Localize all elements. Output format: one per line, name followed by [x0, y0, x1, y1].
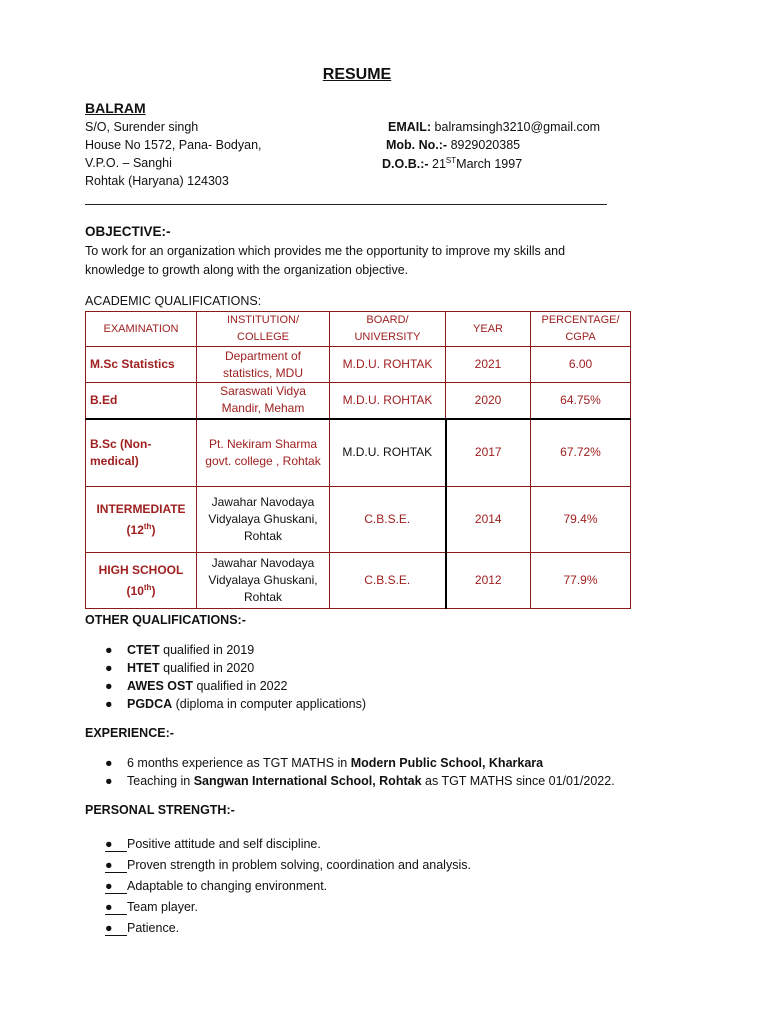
exam-cell: B.Ed [86, 383, 197, 419]
resume-title: RESUME [322, 66, 392, 83]
academic-table [85, 311, 631, 609]
table-row [86, 487, 631, 553]
bullet-icon: ● [105, 921, 113, 935]
year-cell: 2020 [446, 383, 531, 419]
personal-strength-list [85, 834, 471, 939]
exam-cell [86, 487, 197, 553]
board-cell: M.D.U. ROHTAK [330, 347, 446, 383]
bullet-icon: ● [105, 858, 113, 872]
institution-cell: Saraswati Vidya Mandir, Meham [197, 383, 330, 419]
table-row [86, 553, 631, 609]
list-item [85, 834, 471, 855]
address-line-3: V.P.O. – Sanghi [85, 156, 172, 170]
col-percentage: PERCENTAGE/ CGPA [531, 312, 631, 347]
board-cell: C.B.S.E. [330, 553, 446, 609]
bullet-icon: ● [105, 837, 113, 851]
dob-rest: March 1997 [456, 157, 523, 172]
qualification-detail: qualified in 2020 [159, 661, 255, 675]
email-value: balramsingh3210@gmail.com [434, 120, 601, 134]
strength-text: Patience. [127, 921, 180, 935]
year-cell: 2017 [446, 419, 531, 487]
underline-decoration [105, 935, 127, 936]
other-qualifications-heading: OTHER QUALIFICATIONS:- [85, 613, 246, 627]
exam-text: INTERMEDIATE (12 [96, 501, 186, 537]
experience-heading: EXPERIENCE:- [85, 726, 174, 740]
col-board: BOARD/ UNIVERSITY [330, 312, 446, 347]
year-cell: 2021 [446, 347, 531, 383]
bullet-icon: ● [105, 679, 113, 693]
experience-post: as TGT MATHS since 01/01/2022. [421, 774, 615, 788]
exam-suffix: th [143, 521, 152, 531]
qualification-name: PGDCA [127, 697, 173, 711]
mobile-label: Mob. No.:- [386, 138, 448, 152]
bullet-icon: ● [105, 756, 113, 770]
dob-line [382, 156, 522, 171]
qualification-detail: (diploma in computer applications) [172, 697, 366, 711]
table-row [86, 347, 631, 383]
institution-cell: Pt. Nekiram Sharma govt. college , Rohtak [197, 419, 330, 487]
exam-cell [86, 553, 197, 609]
address-line-1: S/O, Surender singh [85, 120, 199, 134]
col-year: YEAR [446, 312, 531, 347]
experience-pre: 6 months experience as TGT MATHS in [127, 756, 351, 770]
personal-strength-heading: PERSONAL STRENGTH:- [85, 803, 235, 817]
exam-text: HIGH SCHOOL (10 [98, 562, 184, 598]
bullet-icon: ● [105, 774, 113, 788]
exam-cell: M.Sc Statistics [86, 347, 197, 383]
experience-pre: Teaching in [127, 774, 194, 788]
other-qualifications-list [85, 641, 366, 713]
institution-cell: Jawahar Navodaya Vidyalaya Ghuskani, Rohtak [197, 553, 330, 609]
table-row [86, 383, 631, 419]
table-header-row [86, 312, 631, 347]
score-cell: 64.75% [531, 383, 631, 419]
qualification-name: CTET [127, 643, 160, 657]
dob-label: D.O.B.:- [382, 157, 429, 172]
year-cell: 2014 [446, 487, 531, 553]
board-cell: C.B.S.E. [330, 487, 446, 553]
strength-text: Proven strength in problem solving, coordination and analysis. [127, 858, 471, 872]
bullet-icon: ● [105, 900, 113, 914]
list-item [85, 659, 366, 677]
qualification-detail: qualified in 2022 [192, 679, 288, 693]
list-item [85, 876, 471, 897]
objective-heading: OBJECTIVE:- [85, 224, 171, 239]
underline-decoration [105, 914, 127, 915]
exam-tail: ) [151, 522, 156, 537]
experience-school: Sangwan International School, Rohtak [193, 774, 422, 788]
candidate-name: BALRAM [85, 100, 146, 116]
academic-heading: ACADEMIC QUALIFICATIONS: [85, 294, 262, 308]
address-line-2: House No 1572, Pana- Bodyan, [85, 138, 262, 152]
qualification-name: HTET [127, 661, 160, 675]
score-cell: 77.9% [531, 553, 631, 609]
score-cell: 79.4% [531, 487, 631, 553]
bullet-icon: ● [105, 697, 113, 711]
exam-tail: ) [151, 583, 156, 598]
underline-decoration [105, 872, 127, 873]
bullet-icon: ● [105, 879, 113, 893]
list-item [85, 754, 615, 772]
list-item [85, 677, 366, 695]
list-item [85, 695, 366, 713]
strength-text: Team player. [127, 900, 198, 914]
exam-cell: B.Sc (Non-medical) [86, 419, 197, 487]
institution-cell: Department of statistics, MDU [197, 347, 330, 383]
dob-day: 21 [432, 157, 446, 172]
underline-decoration [105, 851, 127, 852]
score-cell: 6.00 [531, 347, 631, 383]
qualification-name: AWES OST [127, 679, 193, 693]
qualification-detail: qualified in 2019 [159, 643, 255, 657]
underline-decoration [105, 893, 127, 894]
year-cell: 2012 [446, 553, 531, 609]
email-line [388, 120, 600, 134]
list-item [85, 855, 471, 876]
list-item [85, 772, 615, 790]
experience-school: Modern Public School, Kharkara [350, 756, 544, 770]
strength-text: Positive attitude and self discipline. [127, 837, 321, 851]
table-row [86, 419, 631, 487]
email-label: EMAIL: [388, 120, 432, 134]
mobile-value: 8929020385 [450, 138, 521, 152]
mobile-line [386, 138, 520, 152]
bullet-icon: ● [105, 643, 113, 657]
address-line-4: Rohtak (Haryana) 124303 [85, 174, 229, 188]
list-item [85, 897, 471, 918]
strength-text: Adaptable to changing environment. [127, 879, 328, 893]
list-item [85, 641, 366, 659]
experience-list [85, 754, 615, 790]
objective-text: To work for an organization which provides me the opportunity to improve my skills and knowledge to growth along with the organization objective. [85, 244, 566, 277]
bullet-icon: ● [105, 661, 113, 675]
header-divider [85, 204, 607, 205]
dob-suffix: ST [445, 156, 457, 165]
col-institution: INSTITUTION/ COLLEGE [197, 312, 330, 347]
score-cell: 67.72% [531, 419, 631, 487]
exam-suffix: th [143, 582, 152, 592]
list-item [85, 918, 471, 939]
col-examination: EXAMINATION [86, 312, 197, 347]
board-cell: M.D.U. ROHTAK [330, 383, 446, 419]
board-cell: M.D.U. ROHTAK [330, 419, 446, 487]
institution-cell: Jawahar Navodaya Vidyalaya Ghuskani, Rohtak [197, 487, 330, 553]
